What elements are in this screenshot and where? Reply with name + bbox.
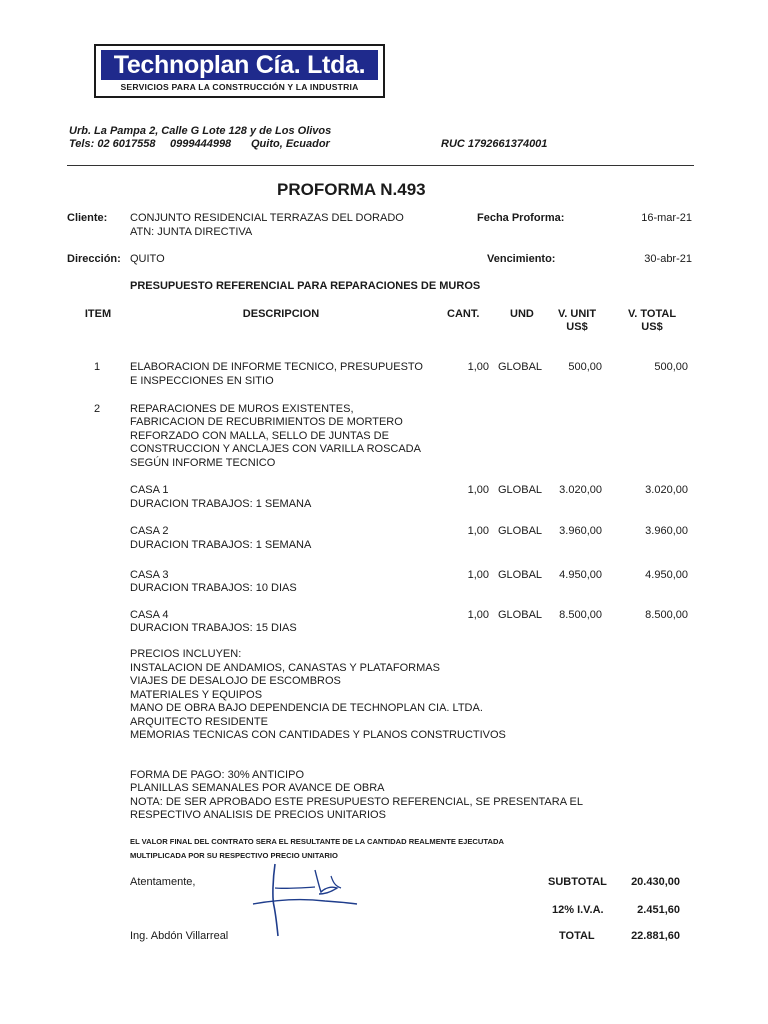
subtotal-label: SUBTOTAL <box>548 876 607 888</box>
item-2-desc-line1: REPARACIONES DE MUROS EXISTENTES, <box>130 403 354 415</box>
company-city: Quito, Ecuador <box>251 138 330 150</box>
col-desc: DESCRIPCION <box>242 308 320 320</box>
subitem-2-price: 3.960,00 <box>559 525 602 537</box>
subitem-4-name: CASA 4 <box>130 609 169 621</box>
final-note-line1: EL VALOR FINAL DEL CONTRATO SERA EL RESULTANTE DE LA CANTIDAD REALMENTE EJECUTADA <box>130 837 504 846</box>
item-1-desc-line2: E INSPECCIONES EN SITIO <box>130 375 274 387</box>
client-label: Cliente: <box>67 212 108 224</box>
total-value: 22.881,60 <box>631 930 680 942</box>
final-note-line2: MULTIPLICADA POR SU RESPECTIVO PRECIO UNITARIO <box>130 851 338 860</box>
item-2-desc-line4: CONSTRUCCION Y ANCLAJES CON VARILLA ROSCADA <box>130 443 421 455</box>
subitem-3-duration: DURACION TRABAJOS: 10 DIAS <box>130 582 297 594</box>
header-divider <box>67 165 694 166</box>
client-name: CONJUNTO RESIDENCIAL TERRAZAS DEL DORADO <box>130 212 404 224</box>
subitem-1-duration: DURACION TRABAJOS: 1 SEMANA <box>130 498 312 510</box>
subitem-3-unit: GLOBAL <box>498 569 543 581</box>
includes-line: MATERIALES Y EQUIPOS <box>130 689 263 701</box>
item-1-unit: GLOBAL <box>498 361 543 373</box>
includes-heading: PRECIOS INCLUYEN: <box>130 648 242 660</box>
includes-line: INSTALACION DE ANDAMIOS, CANASTAS Y PLATAFORMAS <box>130 662 440 674</box>
subitem-2-name: CASA 2 <box>130 525 169 537</box>
company-ruc: RUC 1792661374001 <box>441 138 548 150</box>
subitem-4-duration: DURACION TRABAJOS: 15 DIAS <box>130 622 297 634</box>
subitem-4-price: 8.500,00 <box>559 609 602 621</box>
company-tagline: SERVICIOS PARA LA CONSTRUCCIÓN Y LA INDUSTRIA <box>120 82 359 92</box>
subitem-4-unit: GLOBAL <box>498 609 543 621</box>
company-phone1: Tels: 02 6017558 <box>69 138 156 150</box>
subitem-2-qty: 1,00 <box>467 525 489 537</box>
total-label: TOTAL <box>559 930 595 942</box>
company-address: Urb. La Pampa 2, Calle G Lote 128 y de Los Olivos <box>69 125 332 137</box>
client-attn: ATN: JUNTA DIRECTIVA <box>130 226 253 238</box>
includes-line: MEMORIAS TECNICAS CON CANTIDADES Y PLANOS CONSTRUCTIVOS <box>130 729 506 741</box>
document-title: PROFORMA N.493 <box>277 180 426 199</box>
company-logo <box>94 44 385 98</box>
item-1-qty: 1,00 <box>467 361 489 373</box>
payment-line: FORMA DE PAGO: 30% ANTICIPO <box>130 769 305 781</box>
subitem-2-unit: GLOBAL <box>498 525 543 537</box>
includes-line: ARQUITECTO RESIDENTE <box>130 716 268 728</box>
item-2-desc-line3: REFORZADO CON MALLA, SELLO DE JUNTAS DE <box>130 430 389 442</box>
subitem-1-price: 3.020,00 <box>559 484 602 496</box>
subitem-2-duration: DURACION TRABAJOS: 1 SEMANA <box>130 539 312 551</box>
signer-name: Ing. Abdón Villarreal <box>130 930 229 942</box>
iva-value: 2.451,60 <box>637 904 680 916</box>
subitem-3-price: 4.950,00 <box>559 569 602 581</box>
signature-image <box>245 858 365 940</box>
subitem-3-qty: 1,00 <box>467 569 489 581</box>
subtotal-value: 20.430,00 <box>631 876 680 888</box>
subitem-3-name: CASA 3 <box>130 569 169 581</box>
client-address: QUITO <box>130 253 165 265</box>
item-1-total: 500,00 <box>654 361 688 373</box>
item-2-desc-line5: SEGÚN INFORME TECNICO <box>130 457 276 469</box>
issue-date-label: Fecha Proforma: <box>477 212 565 224</box>
payment-note: NOTA: DE SER APROBADO ESTE PRESUPUESTO REFERENCIAL, SE PRESENTARA EL <box>130 796 583 808</box>
iva-label: 12% I.V.A. <box>552 904 604 916</box>
company-name: Technoplan Cía. Ltda. <box>101 50 378 80</box>
subitem-4-qty: 1,00 <box>467 609 489 621</box>
issue-date: 16-mar-21 <box>641 212 692 224</box>
subitem-3-total: 4.950,00 <box>645 569 688 581</box>
subitem-1-name: CASA 1 <box>130 484 169 496</box>
closing: Atentamente, <box>130 876 196 888</box>
address-label: Dirección: <box>67 253 121 265</box>
col-unit: UND <box>510 308 534 320</box>
subitem-1-unit: GLOBAL <box>498 484 543 496</box>
subitem-1-total: 3.020,00 <box>645 484 688 496</box>
col-vtotal-currency: US$ <box>641 321 663 333</box>
includes-line: VIAJES DE DESALOJO DE ESCOMBROS <box>130 675 341 687</box>
payment-line: PLANILLAS SEMANALES POR AVANCE DE OBRA <box>130 782 385 794</box>
includes-line: MANO DE OBRA BAJO DEPENDENCIA DE TECHNOPLAN CIA. LTDA. <box>130 702 483 714</box>
due-date-label: Vencimiento: <box>487 253 556 265</box>
subitem-4-total: 8.500,00 <box>645 609 688 621</box>
col-vunit-currency: US$ <box>566 321 588 333</box>
col-vtotal: V. TOTAL <box>627 308 677 320</box>
due-date: 30-abr-21 <box>644 253 692 265</box>
col-item: ITEM <box>84 308 112 320</box>
col-qty: CANT. <box>447 308 480 320</box>
item-1-price: 500,00 <box>568 361 602 373</box>
subitem-2-total: 3.960,00 <box>645 525 688 537</box>
col-vunit: V. UNIT <box>557 308 597 320</box>
item-1-desc-line1: ELABORACION DE INFORME TECNICO, PRESUPUESTO <box>130 361 423 373</box>
subject: PRESUPUESTO REFERENCIAL PARA REPARACIONES DE MUROS <box>130 280 481 292</box>
company-phone2: 0999444998 <box>170 138 232 150</box>
subitem-1-qty: 1,00 <box>467 484 489 496</box>
payment-note: RESPECTIVO ANALISIS DE PRECIOS UNITARIOS <box>130 809 386 821</box>
item-1-number: 1 <box>94 361 101 373</box>
item-2-number: 2 <box>94 403 101 415</box>
item-2-desc-line2: FABRICACION DE RECUBRIMIENTOS DE MORTERO <box>130 416 403 428</box>
